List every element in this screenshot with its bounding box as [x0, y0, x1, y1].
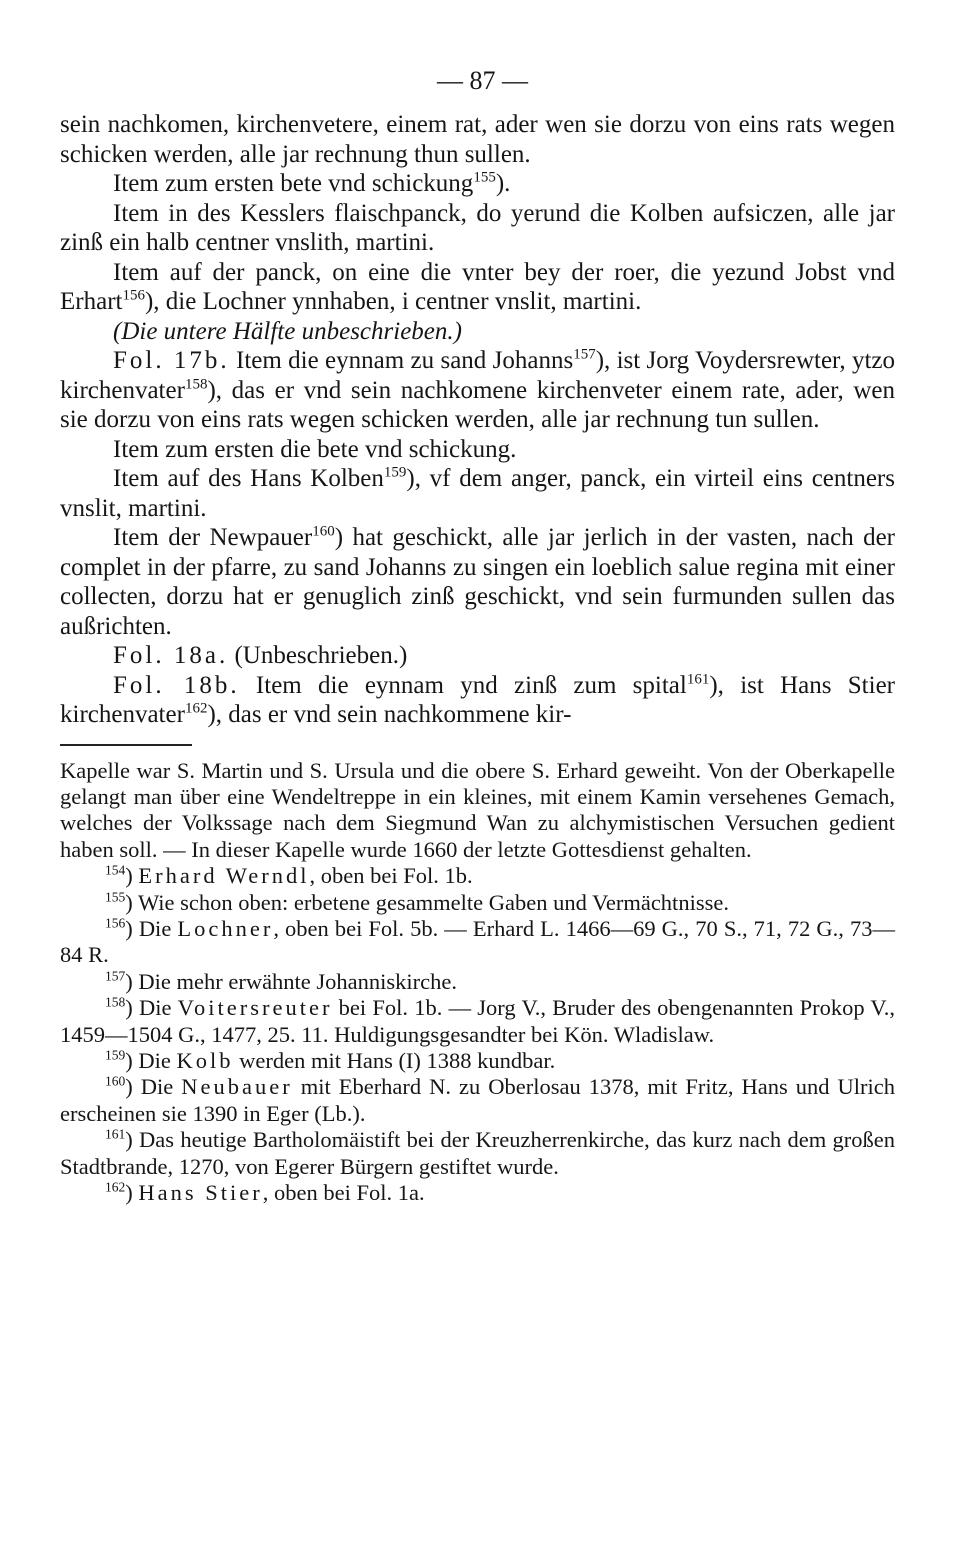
paragraph-text: Item zum ersten die bete vnd schickung.: [113, 435, 517, 463]
footnote: [60, 916, 895, 969]
paragraph-text: Item die eynnam zu sand Johanns: [229, 347, 574, 374]
footnote-text: ) Die: [125, 1047, 177, 1073]
footnote-text: , oben bei Fol. 1a.: [262, 1180, 425, 1205]
paragraph: [60, 464, 895, 523]
footnote: [60, 1048, 895, 1074]
footnotes: [60, 758, 895, 1207]
page-number: — 87 —: [437, 66, 528, 95]
folio-label: Fol. 18b.: [113, 671, 240, 699]
footnote-name: Neubauer: [181, 1074, 293, 1100]
paragraph-text: ), ist Hans Stier kirchenvater: [60, 671, 895, 728]
document-page: [60, 64, 895, 1206]
footnote-name: Lochner: [177, 915, 274, 941]
paragraph-text: sein nachkomen, kirchenvetere, einem rat, ader wen sie dorzu von eins rats wegen schicken werden, alle jar rechnung thun sullen.: [60, 111, 895, 168]
footnote-ref: 157: [573, 346, 596, 363]
paragraph: [60, 258, 895, 317]
paragraph: [60, 435, 895, 465]
paragraph: [60, 641, 895, 671]
paragraph: [60, 110, 895, 169]
paragraph-text: Item in des Kesslers flaischpanck, do yerund die Kolben aufsiczen, alle jar zinß ein halb centner vnslith, martini.: [60, 199, 895, 256]
footnote-number: 160: [105, 1073, 126, 1089]
footnote: [60, 890, 895, 916]
footnote-text: ) Die mehr erwähnte Johanniskirche.: [125, 968, 458, 994]
paragraph: [60, 671, 895, 730]
footnote-text: ) Die: [125, 995, 178, 1021]
footnote-continuation: [60, 758, 895, 864]
footnote-text: ) Das heutige Bartholomäistift bei der Kreuzherrenkirche, das kurz nach dem großen Stadtbrande, 1270, von Egerer Bürgern gestiftet wurde.: [60, 1127, 895, 1179]
paragraph-text: Item der Newpauer: [113, 524, 313, 551]
footnote-text: werden mit Hans (I) 1388 kundbar.: [233, 1047, 556, 1073]
paragraph-text: Item zum ersten bete vnd schickung: [113, 170, 474, 197]
footnote-text: , oben bei Fol. 1b.: [309, 863, 473, 889]
footnote-text: ) Die: [125, 915, 178, 941]
paragraph-text: ), das er vnd sein nachkomene kirchenveter einem rate, ader, wen sie dorzu von eins rats wegen schicken werden, alle jar rechnung tun sullen.: [60, 376, 895, 433]
paragraph-text: ), ist Jorg Voydersrewter, ytzo kirchenvater: [60, 347, 895, 404]
footnote-number: 154: [105, 862, 126, 878]
footnote-ref: 160: [312, 523, 335, 540]
footnote: [60, 995, 895, 1048]
folio-label: Fol. 17b.: [113, 347, 230, 374]
footnote-ref: 161: [686, 671, 710, 688]
footnote: [60, 863, 895, 889]
footnote-number: 158: [105, 994, 126, 1010]
footnote-divider: [60, 744, 192, 746]
paragraph: [60, 199, 895, 258]
footnote-text: Kapelle war S. Martin und S. Ursula und die obere S. Erhard geweiht. Von der Oberkapelle gelangt man über eine Wendeltreppe in ein kleines, mit einem Kamin versehenes Gemach, welches der Volkssage nach dem Siegmund Wan zu alchymistischen Versuchen gedient haben soll. — In dieser Kapelle wurde 1660 der letzte Gottesdienst gehalten.: [60, 757, 895, 862]
footnote-text: ) Die: [125, 1074, 182, 1100]
paragraph-text: Item auf der panck, on eine die vnter bey der roer, die yezund Jobst vnd Erhart: [60, 258, 895, 315]
paragraph-text: ), vf dem anger, panck, ein virteil eins centners vnslit, martini.: [60, 465, 895, 522]
footnote-number: 161: [105, 1126, 126, 1142]
footnote-ref: 155: [473, 169, 496, 186]
footnote-ref: 159: [383, 464, 407, 481]
footnote-text: ): [125, 863, 139, 889]
paragraph-text: (Unbeschrieben.): [228, 642, 408, 669]
footnote: [60, 969, 895, 995]
paragraph: [60, 169, 895, 199]
paragraph-text: ), das er vnd sein nachkommene kir-: [207, 701, 572, 728]
footnote: [60, 1127, 895, 1180]
footnote-number: 157: [105, 968, 126, 984]
editorial-note-text: (Die untere Hälfte unbeschrieben.): [113, 317, 462, 345]
paragraph: [60, 523, 895, 641]
footnote-text: ) Wie schon oben: erbetene gesammelte Gaben und Vermächtnisse.: [125, 889, 729, 915]
paragraph-text: ).: [495, 170, 511, 197]
footnote-ref: 158: [184, 376, 208, 393]
paragraph: [60, 346, 895, 435]
footnote-ref: 162: [184, 700, 208, 717]
footnote: [60, 1074, 895, 1127]
footnote: [60, 1180, 895, 1206]
paragraph-text: Item die eynnam ynd zinß zum spital: [239, 671, 687, 699]
footnote-number: 162: [105, 1179, 126, 1195]
footnote-text: mit Eberhard N. zu Oberlosau 1378, mit Fritz, Hans und Ulrich erscheinen sie 1390 in Eger (Lb.).: [60, 1074, 896, 1126]
footnote-number: 156: [105, 915, 126, 931]
folio-label: Fol. 18a.: [113, 642, 229, 669]
editorial-note: [60, 317, 895, 347]
footnote-name: Erhard Werndl: [138, 863, 310, 889]
footnote-name: Voitersreuter: [177, 995, 333, 1021]
footnote-number: 159: [105, 1047, 126, 1063]
footnote-ref: 156: [122, 287, 145, 304]
footnote-text: ): [125, 1180, 139, 1205]
footnote-number: 155: [105, 889, 126, 905]
footnote-text: bei Fol. 1b. — Jorg V., Bruder des obengenannten Prokop V., 1459—1504 G., 1477, 25. 11. Huldigungsgesandter bei Kön. Wladislaw.: [60, 995, 896, 1047]
paragraph-text: Item auf des Hans Kolben: [113, 465, 384, 492]
paragraph-text: ) hat geschickt, alle jar jerlich in der vasten, nach der complet in der pfarre, zu sand Johanns zu singen ein loeblich salue regina mit einer collecten, dorzu hat er genuglich zinß geschickt, vnd sein furmunden sullen das außrichten.: [60, 524, 895, 640]
footnote-name: Hans Stier: [138, 1180, 263, 1205]
footnote-text: , oben bei Fol. 5b. — Erhard L. 1466—69 G., 70 S., 71, 72 G., 73—84 R.: [60, 915, 895, 968]
paragraph-text: ), die Lochner ynnhaben, i centner vnslit, martini.: [144, 288, 642, 315]
footnote-name: Kolb: [176, 1047, 234, 1073]
main-text: [60, 110, 895, 730]
